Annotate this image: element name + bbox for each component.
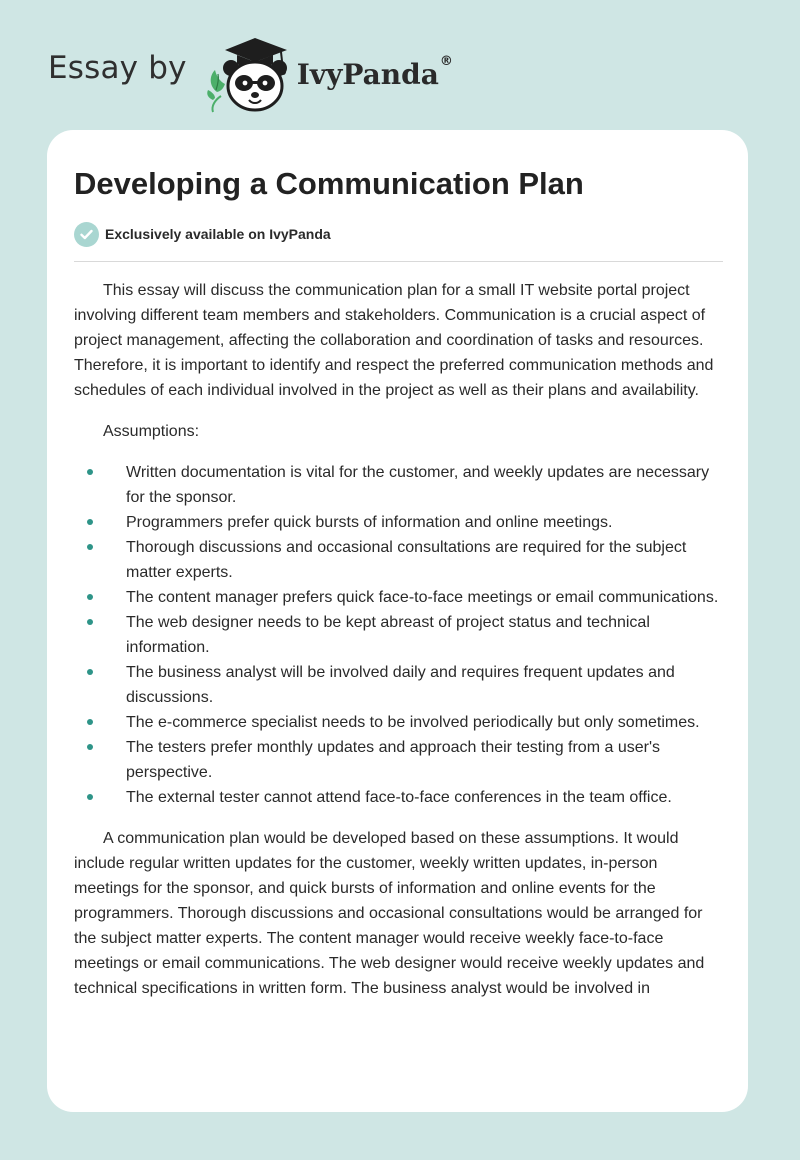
ivy-leaf-icon bbox=[207, 70, 225, 112]
list-item bbox=[74, 710, 726, 735]
bullet-dot bbox=[87, 594, 93, 600]
page-title: Developing a Communication Plan bbox=[74, 166, 584, 201]
brand-prefix: Essay by bbox=[48, 50, 187, 86]
list-item bbox=[74, 610, 726, 660]
divider bbox=[74, 261, 723, 262]
bullet-dot bbox=[87, 619, 93, 625]
list-item bbox=[74, 660, 726, 710]
list-item-text: Programmers prefer quick bursts of information and online meetings. bbox=[126, 514, 613, 531]
list-item bbox=[74, 785, 726, 810]
conclusion-paragraph: A communication plan would be developed based on these assumptions. It would include regular written updates for the customer, weekly written updates, in-person meetings for the sponsor, and quick bursts of information and online events for the programmers. Thorough discussions and occasional consultations would be arranged for the subject matter experts. The content manager would receive weekly face-to-face meetings or email communications. The web designer would receive weekly updates and technical specifications in written form. The business analyst would be involved in bbox=[74, 830, 705, 997]
intro-paragraph: This essay will discuss the communication plan for a small IT website portal project involving different team members and stakeholders. Communication is a crucial aspect of project management, affecting the collaboration and coordination of tasks and resources. Therefore, it is important to identify and respect the preferred communication methods and schedules of each individual involved in the project as well as their plans and availability. bbox=[74, 282, 714, 399]
list-item-text: Thorough discussions and occasional consultations are required for the subject matter experts. bbox=[126, 539, 687, 581]
badge-text: Exclusively available on IvyPanda bbox=[105, 226, 331, 242]
list-item bbox=[74, 510, 726, 535]
list-item-text: The web designer needs to be kept abreast of project status and technical information. bbox=[126, 614, 650, 656]
bullet-dot bbox=[87, 469, 93, 475]
list-item-text: The content manager prefers quick face-to-face meetings or email communications. bbox=[126, 589, 719, 606]
site-header bbox=[48, 34, 453, 114]
list-item bbox=[74, 460, 726, 510]
list-item bbox=[74, 735, 726, 785]
list-item-text: The e-commerce specialist needs to be involved periodically but only sometimes. bbox=[126, 714, 700, 731]
exclusive-badge bbox=[74, 221, 331, 247]
bullet-dot bbox=[87, 719, 93, 725]
list-item-text: The external tester cannot attend face-to-face conferences in the team office. bbox=[126, 789, 672, 806]
bullet-dot bbox=[87, 744, 93, 750]
brand-name-text: IvyPanda bbox=[296, 57, 439, 91]
registered-mark: ® bbox=[439, 53, 453, 69]
bullet-dot bbox=[87, 669, 93, 675]
list-item-text: The business analyst will be involved daily and requires frequent updates and discussions. bbox=[126, 664, 675, 706]
list-item bbox=[74, 535, 726, 585]
essay-card bbox=[47, 130, 748, 1112]
assumptions-heading: Assumptions: bbox=[103, 423, 200, 440]
assumptions-list bbox=[74, 460, 726, 810]
bullet-dot bbox=[87, 794, 93, 800]
brand-name[interactable] bbox=[296, 53, 453, 91]
list-item-text: The testers prefer monthly updates and approach their testing from a user's perspective. bbox=[126, 739, 660, 781]
essay-body bbox=[74, 278, 726, 1001]
bullet-dot bbox=[87, 519, 93, 525]
list-item bbox=[74, 585, 726, 610]
list-item-text: Written documentation is vital for the customer, and weekly updates are necessary for the sponsor. bbox=[126, 464, 710, 506]
bullet-dot bbox=[87, 544, 93, 550]
panda-logo-graphic bbox=[203, 34, 295, 114]
check-icon bbox=[74, 222, 99, 247]
panda-graduate-icon[interactable] bbox=[203, 34, 295, 114]
